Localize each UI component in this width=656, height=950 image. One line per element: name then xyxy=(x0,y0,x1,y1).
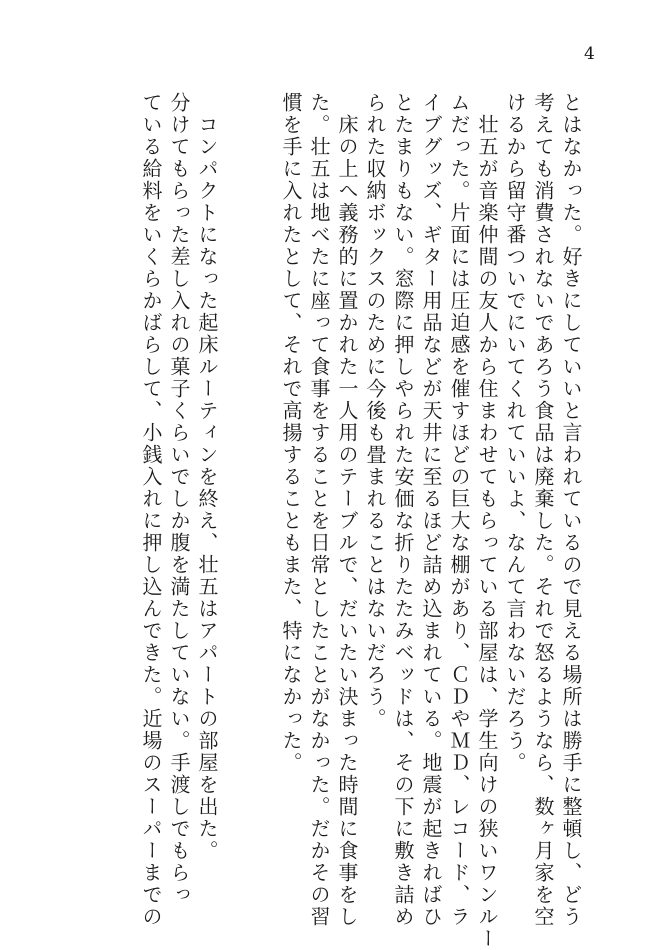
text-line: ている給料をいくらかばらして、小銭入れに押し込んできた。近場のスーパーまでの xyxy=(139,92,163,928)
text-line xyxy=(222,92,248,852)
text-line: コンパクトになった起床ルーティンを終え、壮五はアパートの部屋を出た。 xyxy=(195,92,219,862)
page-number: 4 xyxy=(584,44,595,64)
text-line: 壮五が音楽仲間の友人から住まわせてもらっている部屋は、学生向けの狭いワンルー xyxy=(475,92,499,950)
text-line: 慣を手に入れたとして、それで高揚することもまた、特になかった。 xyxy=(279,92,303,774)
text-line: とたまりもない。窓際に押しやられた安価な折りたたみベッドは、その下に敷き詰め xyxy=(391,92,415,928)
text-line: とはなかった。好きにしていいと言われているので見える場所は勝手に整頓し、どう xyxy=(559,92,583,928)
text-line: た。壮五は地べたに座って食事をすることを日常としたことがなかった。だかその習 xyxy=(307,92,331,928)
text-line: ムだった。片面には圧迫感を催すほどの巨大な棚があり、ＣＤやＭＤ、レコード、ラ xyxy=(447,92,471,928)
text-line: られた収納ボックスのために今後も畳まれることはないだろう。 xyxy=(363,92,387,730)
text-line: 考えても消費されないであろう食品は廃棄した。それで怒るようなら、数ヶ月家を空 xyxy=(531,92,555,928)
text-line xyxy=(250,92,276,852)
text-line: 床の上へ義務的に置かれた一人用のテーブルで、だいたい決まった時間に食事をし xyxy=(335,92,359,928)
text-line: イブグッズ、ギター用品などが天井に至るほど詰め込まれている。地震が起きればひ xyxy=(419,92,443,928)
text-line: 分けてもらった差し入れの菓子くらいでしか腹を満たしていない。手渡しでもらっ xyxy=(167,92,191,906)
text-line: けるから留守番ついでにいてくれていいよ、なんて言わないだろう。 xyxy=(503,92,527,774)
